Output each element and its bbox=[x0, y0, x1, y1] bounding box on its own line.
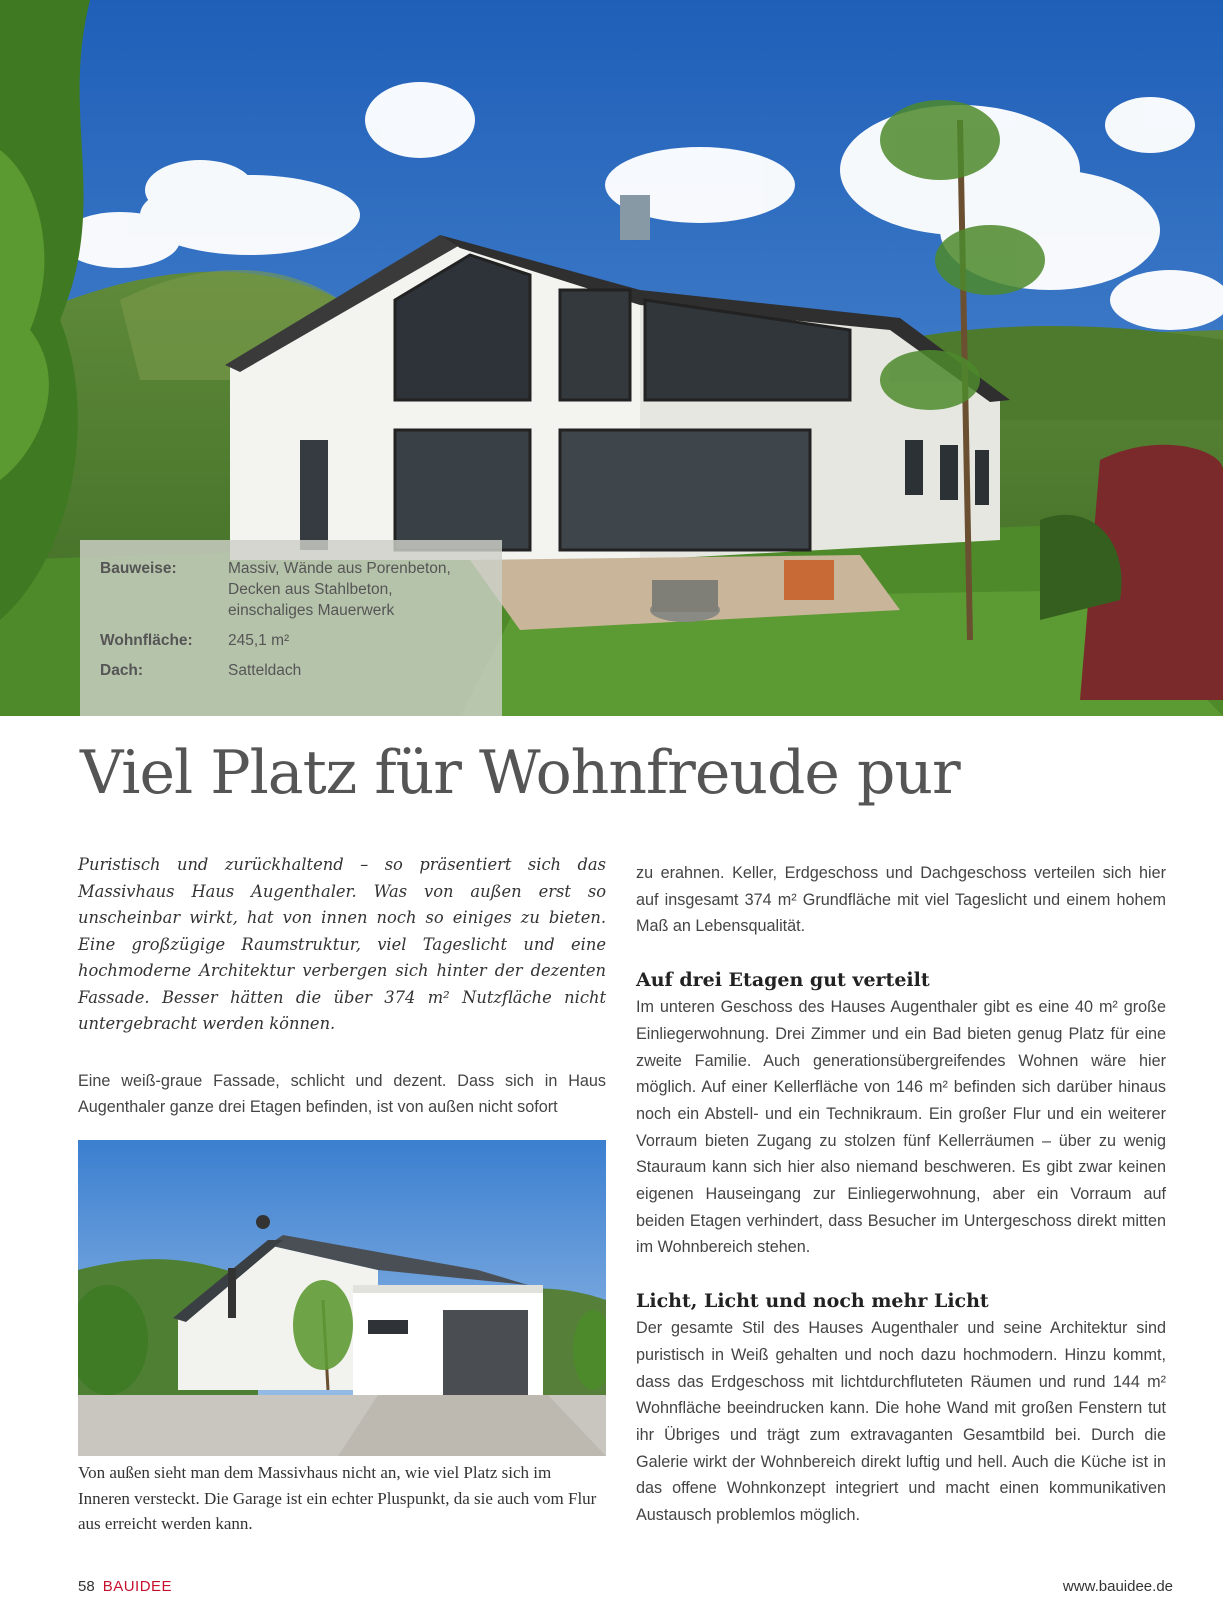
spec-row-bauweise bbox=[100, 558, 484, 621]
photo-caption: Von außen sieht man dem Massivhaus nicht an, wie viel Platz sich im Inneren versteckt. Die Garage ist ein echter Pluspunkt, da sie auch vom Flur aus erreicht werden kann. bbox=[78, 1463, 597, 1533]
garage-house-illustration bbox=[78, 1140, 606, 1456]
left-column bbox=[78, 852, 606, 1121]
spec-label: Bauweise: bbox=[100, 560, 177, 577]
spec-label: Dach: bbox=[100, 662, 144, 679]
spec-value: Massiv, Wände aus Porenbeton, Decken aus Stahlbeton, einschaliges Mauerwerk bbox=[228, 560, 451, 619]
spec-row-wohnflaeche bbox=[100, 630, 484, 651]
section-heading-licht: Licht, Licht und noch mehr Licht bbox=[636, 1290, 989, 1313]
page-number: 58 bbox=[78, 1578, 95, 1595]
section-body-etagen: Im unteren Geschoss des Hauses Augenthaler gibt es eine 40 m² große Einliegerwohnung. Drei Zimmer und ein Bad bieten genug Platz für eine zweite Familie. Auch generationsübergreifendes Wohnen wäre hier möglich. Auf einer Kellerfläche von 146 m² befinden sich darüber hinaus noch ein Abstell- und ein Technikraum. Ein großer Flur und ein weiterer Vorraum bieten Zugang zu stolzen fünf Kellerräumen – über zu wenig Stauraum kann sich hier also niemand beschweren. Es gibt zwar keinen eigenen Hauseingang zur Einliegerwohnung, aber ein Vorraum auf beiden Etagen verhindert, dass Besucher im Untergeschoss direkt mitten im Wohnbereich stehen. bbox=[636, 998, 1166, 1257]
spec-value: Satteldach bbox=[228, 662, 302, 679]
footer-page-info bbox=[78, 1578, 172, 1595]
left-body-paragraph: Eine weiß-graue Fassade, schlicht und dezent. Dass sich in Haus Augenthaler ganze drei Etagen befinden, ist von außen nicht sofort bbox=[78, 1071, 606, 1117]
section-heading-etagen: Auf drei Etagen gut verteilt bbox=[636, 969, 930, 992]
page-title: Viel Platz für Wohnfreude pur bbox=[80, 738, 960, 808]
section-body-licht: Der gesamte Stil des Hauses Augenthaler und seine Architektur sind puristisch in Weiß gehalten und noch dazu hochmodern. Hinzu kommt, dass das Erdgeschoss mit lichtdurchfluteten Räumen und rund 144 m² Wohnfläche beeindrucken kann. Die hohe Wand mit großen Fenstern tut ihr Übriges und trägt zum extravaganten Gesamtbild bei. Durch die Galerie wirkt der Wohnbereich direkt luftig und hell. Auch die Küche ist in das offene Wohnkonzept integriert und macht einen kommunikativen Austausch problemlos möglich. bbox=[636, 1319, 1166, 1525]
spec-value: 245,1 m² bbox=[228, 632, 290, 649]
brand-name: BAUIDEE bbox=[102, 1578, 173, 1595]
right-column bbox=[636, 860, 1166, 1529]
right-body-paragraph: zu erahnen. Keller, Erdgeschoss und Dachgeschoss verteilen sich hier auf insgesamt 374 m² Grundfläche mit viel Tageslicht und einem hohem Maß an Lebensqualität. bbox=[636, 864, 1166, 936]
spec-box bbox=[80, 540, 502, 716]
intro-paragraph: Puristisch und zurückhaltend – so präsentiert sich das Massivhaus Haus Augenthaler. Was von außen erst so unscheinbar wirkt, hat von innen noch so einiges zu bieten. Eine großzügige Raumstruktur, viel Tageslicht und eine hochmoderne Architektur verbergen sich hinter der dezenten Fassade. Besser hätten die über 374 m² Nutzfläche nicht untergebracht werden können. bbox=[78, 855, 606, 1033]
spec-label: Wohnfläche: bbox=[100, 632, 193, 649]
footer-url[interactable]: www.bauidee.de bbox=[1062, 1578, 1173, 1595]
garage-photo bbox=[78, 1140, 606, 1456]
spec-row-dach bbox=[100, 660, 484, 681]
